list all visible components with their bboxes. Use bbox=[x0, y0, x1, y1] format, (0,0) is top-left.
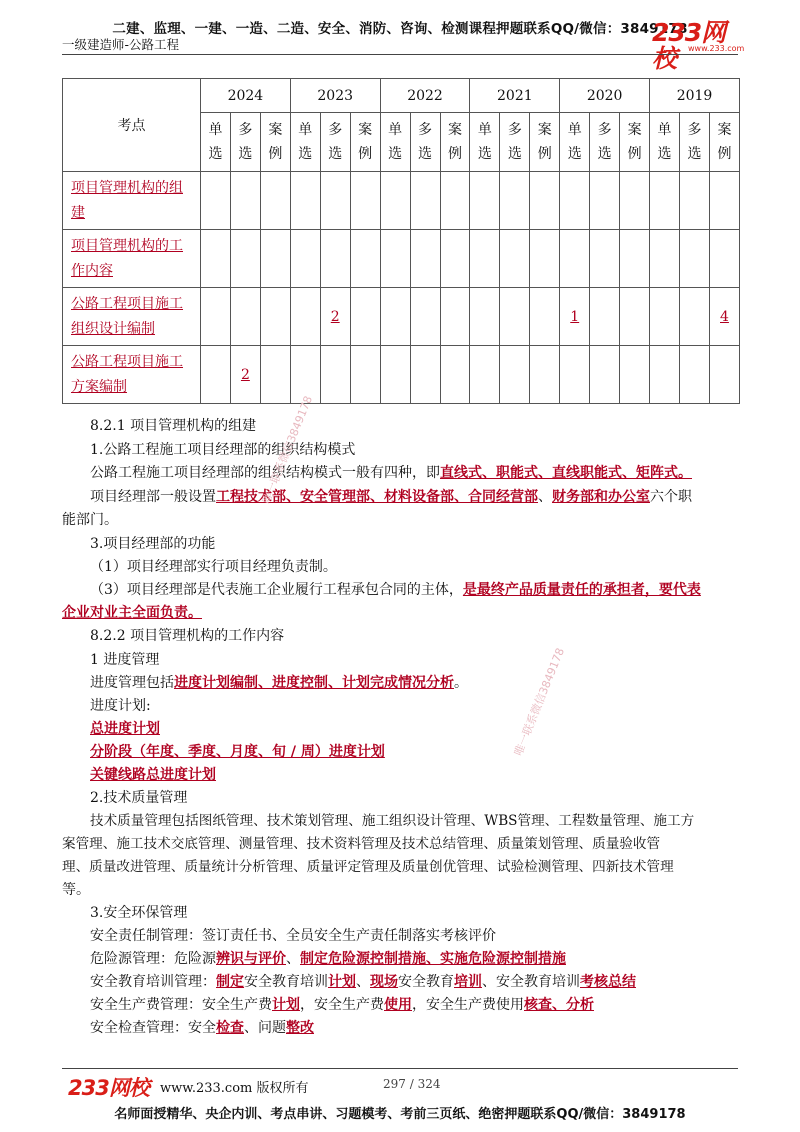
count-cell bbox=[201, 288, 231, 346]
question-type-header: 案 例 bbox=[620, 113, 650, 172]
count-cell bbox=[380, 346, 410, 404]
question-type-header: 多 选 bbox=[410, 113, 440, 172]
year-header: 2019 bbox=[650, 79, 740, 113]
question-type-header: 案 例 bbox=[530, 113, 560, 172]
count-cell bbox=[260, 288, 290, 346]
question-type-header: 多 选 bbox=[500, 113, 530, 172]
brand-logo bbox=[652, 18, 745, 73]
watermark-text: 唯一联系微信3849178 bbox=[511, 646, 567, 758]
count-cell bbox=[230, 230, 260, 288]
count-cell bbox=[201, 172, 231, 230]
count-cell bbox=[590, 346, 620, 404]
count-cell bbox=[470, 230, 500, 288]
topic-cell: 公路工程项目施工方案编制 bbox=[63, 346, 201, 404]
count-cell bbox=[290, 172, 320, 230]
count-cell bbox=[350, 230, 380, 288]
count-cell bbox=[620, 230, 650, 288]
plan-item-1: 总进度计划 bbox=[90, 721, 160, 737]
document-subtitle: 一级建造师-公路工程 bbox=[62, 37, 180, 52]
count-cell bbox=[230, 172, 260, 230]
year-header: 2020 bbox=[560, 79, 650, 113]
plan-item-3: 关键线路总进度计划 bbox=[90, 767, 216, 783]
function-item-3-cont: 企业对业主全面负责。 bbox=[62, 605, 202, 621]
count-cell bbox=[230, 288, 260, 346]
safety-responsibility: 安全责任制管理：签订责任书、全员安全生产责任制落实考核评价 bbox=[90, 928, 496, 944]
page-number: 297 / 324 bbox=[383, 1077, 441, 1091]
tech-line-1: 技术质量管理包括图纸管理、技术策划管理、施工组织设计管理、WBS管理、工程数量管理、施工方 bbox=[90, 813, 695, 829]
question-type-header: 多 选 bbox=[590, 113, 620, 172]
count-cell bbox=[470, 172, 500, 230]
count-cell bbox=[500, 230, 530, 288]
function-item-1: （1）项目经理部实行项目经理负责制。 bbox=[90, 559, 337, 575]
heading-safety: 3.安全环保管理 bbox=[90, 905, 188, 921]
count-cell bbox=[470, 288, 500, 346]
section-heading-8-2-2: 8.2.2 项目管理机构的工作内容 bbox=[90, 628, 285, 644]
tech-line-4: 等。 bbox=[62, 882, 90, 898]
count-cell bbox=[530, 288, 560, 346]
count-cell bbox=[709, 172, 739, 230]
header-contact-line: 二建、监理、一建、一造、二造、安全、消防、咨询、检测课程押题联系QQ/微信：3849178 bbox=[112, 21, 688, 37]
count-cell bbox=[500, 346, 530, 404]
count-cell bbox=[500, 288, 530, 346]
count-cell bbox=[380, 230, 410, 288]
table-row bbox=[63, 346, 740, 404]
count-cell bbox=[410, 288, 440, 346]
footer-divider bbox=[62, 1068, 738, 1069]
brand-logo-url: www.233.com bbox=[688, 44, 745, 53]
exam-frequency-table bbox=[62, 78, 740, 404]
question-type-header: 案 例 bbox=[260, 113, 290, 172]
count-cell bbox=[201, 346, 231, 404]
count-cell bbox=[260, 172, 290, 230]
footer-logo: 233网校 bbox=[68, 1076, 149, 1100]
question-type-header: 案 例 bbox=[350, 113, 380, 172]
question-type-header: 单 选 bbox=[201, 113, 231, 172]
count-cell: 4 bbox=[709, 288, 739, 346]
count-cell bbox=[380, 172, 410, 230]
count-cell bbox=[709, 346, 739, 404]
topic-column-header: 考点 bbox=[63, 79, 201, 172]
safety-hazard: 危险源管理：危险源辨识与评价、制定危险源控制措施、实施危险源控制措施 bbox=[90, 951, 566, 967]
table-row bbox=[63, 230, 740, 288]
year-header: 2023 bbox=[290, 79, 380, 113]
function-item-3: （3）项目经理部是代表施工企业履行工程承包合同的主体，是最终产品质量责任的承担者，要代表 bbox=[90, 582, 701, 598]
paragraph-departments-cont: 能部门。 bbox=[62, 512, 118, 528]
safety-inspection: 安全检查管理：安全检查、问题整改 bbox=[90, 1020, 314, 1036]
plan-item-2: 分阶段（年度、季度、月度、旬 / 周）进度计划 bbox=[90, 744, 385, 760]
count-cell bbox=[650, 346, 680, 404]
brand-logo-text: 233网校 bbox=[652, 18, 726, 73]
topic-cell: 公路工程项目施工组织设计编制 bbox=[63, 288, 201, 346]
question-type-header: 单 选 bbox=[650, 113, 680, 172]
paragraph-departments: 项目经理部一般设置工程技术部、安全管理部、材料设备部、合同经营部、财务部和办公室六个职 bbox=[90, 489, 692, 505]
safety-training: 安全教育培训管理：制定安全教育培训计划、现场安全教育培训、安全教育培训考核总结 bbox=[90, 974, 636, 990]
count-cell bbox=[470, 346, 500, 404]
count-cell: 1 bbox=[560, 288, 590, 346]
heading-functions: 3.项目经理部的功能 bbox=[90, 536, 216, 552]
count-cell bbox=[260, 346, 290, 404]
count-cell bbox=[650, 230, 680, 288]
table-row bbox=[63, 172, 740, 230]
count-cell bbox=[650, 172, 680, 230]
watermark-text: 唯一联系微信3849178 bbox=[259, 394, 315, 506]
paragraph-progress: 进度管理包括进度计划编制、进度控制、计划完成情况分析。 bbox=[90, 675, 468, 691]
question-type-header: 案 例 bbox=[440, 113, 470, 172]
table-row bbox=[63, 288, 740, 346]
count-cell bbox=[620, 346, 650, 404]
year-header: 2021 bbox=[470, 79, 560, 113]
count-cell bbox=[650, 288, 680, 346]
question-type-header: 单 选 bbox=[380, 113, 410, 172]
count-cell bbox=[260, 230, 290, 288]
count-cell bbox=[410, 230, 440, 288]
year-header: 2024 bbox=[201, 79, 291, 113]
count-cell bbox=[560, 230, 590, 288]
count-cell bbox=[709, 230, 739, 288]
count-cell bbox=[530, 230, 560, 288]
count-cell bbox=[500, 172, 530, 230]
count-cell bbox=[290, 230, 320, 288]
count-cell bbox=[590, 288, 620, 346]
count-cell bbox=[440, 288, 470, 346]
count-cell bbox=[680, 346, 710, 404]
safety-fees: 安全生产费管理：安全生产费计划，安全生产费使用，安全生产费使用核查、分析 bbox=[90, 997, 594, 1013]
footer-copyright: www.233.com 版权所有 bbox=[160, 1081, 309, 1096]
count-cell bbox=[620, 288, 650, 346]
count-cell bbox=[440, 230, 470, 288]
count-cell bbox=[410, 172, 440, 230]
section-heading-8-2-1: 8.2.1 项目管理机构的组建 bbox=[90, 418, 257, 434]
count-cell bbox=[320, 346, 350, 404]
count-cell bbox=[560, 346, 590, 404]
question-type-header: 单 选 bbox=[560, 113, 590, 172]
count-cell bbox=[440, 172, 470, 230]
topic-cell: 项目管理机构的工作内容 bbox=[63, 230, 201, 288]
heading-tech-quality: 2.技术质量管理 bbox=[90, 790, 188, 806]
header-divider bbox=[62, 54, 738, 55]
count-cell bbox=[320, 172, 350, 230]
count-cell bbox=[530, 346, 560, 404]
count-cell bbox=[350, 288, 380, 346]
count-cell bbox=[530, 172, 560, 230]
count-cell bbox=[350, 172, 380, 230]
count-cell bbox=[590, 230, 620, 288]
question-type-header: 案 例 bbox=[709, 113, 739, 172]
tech-line-2: 案管理、施工技术交底管理、测量管理、技术资料管理及技术总结管理、质量策划管理、质量验收管 bbox=[62, 836, 661, 852]
year-header: 2022 bbox=[380, 79, 470, 113]
count-cell bbox=[380, 288, 410, 346]
count-cell: 2 bbox=[320, 288, 350, 346]
heading-progress: 1 进度管理 bbox=[90, 652, 160, 668]
count-cell bbox=[320, 230, 350, 288]
count-cell bbox=[590, 172, 620, 230]
question-type-header: 多 选 bbox=[230, 113, 260, 172]
count-cell bbox=[680, 172, 710, 230]
question-type-header: 单 选 bbox=[470, 113, 500, 172]
count-cell bbox=[680, 230, 710, 288]
count-cell bbox=[560, 172, 590, 230]
tech-line-3: 理、质量改进管理、质量统计分析管理、质量评定管理及质量创优管理、试验检测管理、四新技术管理 bbox=[62, 859, 674, 875]
count-cell bbox=[350, 346, 380, 404]
count-cell bbox=[680, 288, 710, 346]
count-cell bbox=[201, 230, 231, 288]
topic-cell: 项目管理机构的组建 bbox=[63, 172, 201, 230]
question-type-header: 多 选 bbox=[320, 113, 350, 172]
question-type-header: 多 选 bbox=[680, 113, 710, 172]
plan-label: 进度计划: bbox=[90, 698, 151, 714]
footer-contact-line: 名师面授精华、央企内训、考点串讲、习题模考、考前三页纸、绝密押题联系QQ/微信：3849178 bbox=[114, 1107, 686, 1122]
count-cell bbox=[440, 346, 470, 404]
count-cell bbox=[410, 346, 440, 404]
question-type-header: 单 选 bbox=[290, 113, 320, 172]
count-cell: 2 bbox=[230, 346, 260, 404]
count-cell bbox=[620, 172, 650, 230]
heading-org-structure: 1.公路工程施工项目经理部的组织结构模式 bbox=[90, 442, 356, 458]
count-cell bbox=[290, 288, 320, 346]
paragraph-org-modes: 公路工程施工项目经理部的组织结构模式一般有四种，即直线式、职能式、直线职能式、矩阵式。 bbox=[90, 465, 692, 481]
